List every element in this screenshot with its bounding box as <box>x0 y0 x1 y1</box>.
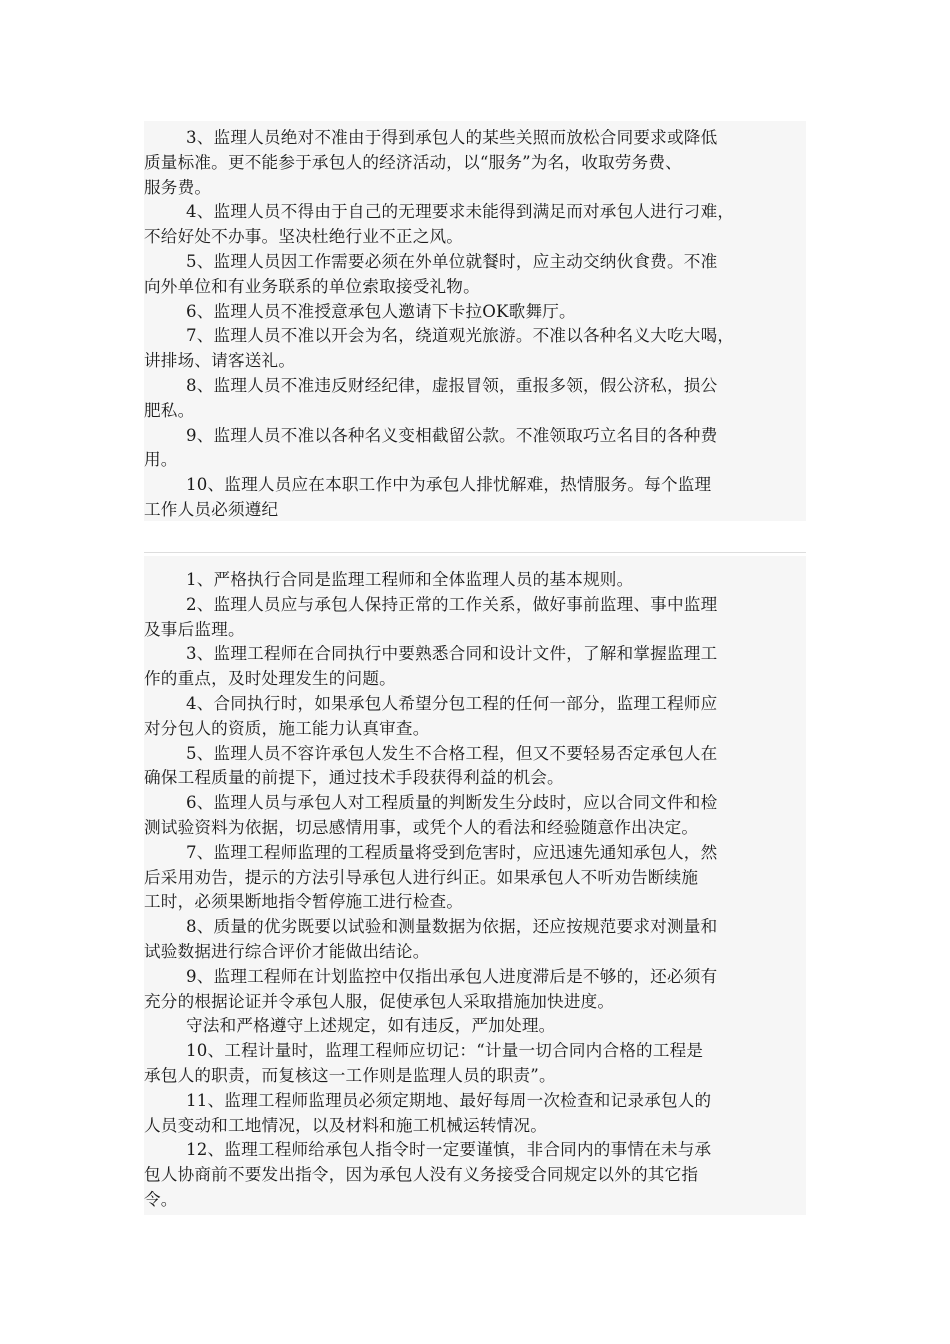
rules-list-continued <box>144 126 806 523</box>
paragraph: 4、合同执行时，如果承包人希望分包工程的任何一部分，监理工程师应 对分包人的资质，施工能力认真审查。 <box>144 693 718 738</box>
paragraph: 3、监理工程师在合同执行中要熟悉合同和设计文件，了解和掌握监理工 作的重点，及时处理发生的问题。 <box>144 644 718 689</box>
paragraph: 12、监理工程师给承包人指令时一定要谨慎，非合同内的事情在未与承 包人协商前不要发出指令，因为承包人没有义务接受合同规定以外的其它指 令。 <box>144 1140 712 1209</box>
heading-divider <box>144 552 806 553</box>
notice-list <box>144 568 806 1213</box>
paragraph: 9、监理人员不准以各种名义变相截留公款。不准领取巧立名目的各种费 用。 <box>144 425 718 470</box>
paragraph: 1、严格执行合同是监理工程师和全体监理人员的基本规则。 <box>186 570 634 589</box>
paragraph: 5、监理人员不容许承包人发生不合格工程，但又不要轻易否定承包人在 确保工程质量的前提下，通过技术手段获得利益的机会。 <box>144 743 718 788</box>
paragraph: 7、监理工程师监理的工程质量将受到危害时，应迅速先通知承包人，然 后采用劝告，提示的方法引导承包人进行纠正。如果承包人不听劝告断续施 工时，必须果断地指令暂停施工进行检查。 <box>144 842 718 912</box>
paragraph: 守法和严格遵守上述规定，如有违反，严加处理。 <box>186 1016 556 1036</box>
paragraph: 7、监理人员不准以开会为名，绕道观光旅游。不准以各种名义大吃大喝， 讲排场、请客送礼。 <box>144 326 735 371</box>
paragraph: 6、监理人员不准授意承包人邀请下卡拉OK歌舞厅。 <box>186 301 576 321</box>
paragraph: 6、监理人员与承包人对工程质量的判断发生分歧时，应以合同文件和检 测试验资料为依据，切忌感情用事，或凭个人的看法和经验随意作出决定。 <box>144 793 718 837</box>
paragraph: 8、监理人员不准违反财经纪律，虚报冒领，重报多领，假公济私，损公 肥私。 <box>144 375 718 420</box>
paragraph: 9、监理工程师在计划监控中仅指出承包人进度滞后是不够的，还必须有 充分的根据论证并令承包人服，促使承包人采取措施加快进度。 <box>144 966 718 1011</box>
paragraph: 10、工程计量时，监理工程师应切记：“计量一切合同内合格的工程是 承包人的职责，而复核这一工作则是监理人员的职责”。 <box>144 1041 704 1085</box>
heading-band <box>144 521 806 553</box>
paragraph: 3、监理人员绝对不准由于得到承包人的某些关照而放松合同要求或降低 质量标准。更不能参于承包人的经济活动，以“服务”为名，收取劳务费、 服务费。 <box>144 128 718 197</box>
paragraph: 11、监理工程师监理员必须定期地、最好每周一次检查和记录承包人的 人员变动和工地情况，以及材料和施工机械运转情况。 <box>144 1090 712 1135</box>
paragraph: 4、监理人员不得由于自己的无理要求未能得到满足而对承包人进行刁难， 不给好处不办事。坚决杜绝行业不正之风。 <box>144 202 735 247</box>
paragraph: 8、质量的优劣既要以试验和测量数据为依据，还应按规范要求对测量和 试验数据进行综合评价才能做出结论。 <box>144 917 718 961</box>
paragraph: 2、监理人员应与承包人保持正常的工作关系，做好事前监理、事中监理 及事后监理。 <box>144 594 718 639</box>
paragraph: 5、监理人员因工作需要必须在外单位就餐时，应主动交纳伙食费。不准 向外单位和有业务联系的单位索取接受礼物。 <box>144 251 718 296</box>
paragraph: 10、监理人员应在本职工作中为承包人排忧解难，热情服务。每个监理 工作人员必须遵纪 <box>144 475 712 519</box>
